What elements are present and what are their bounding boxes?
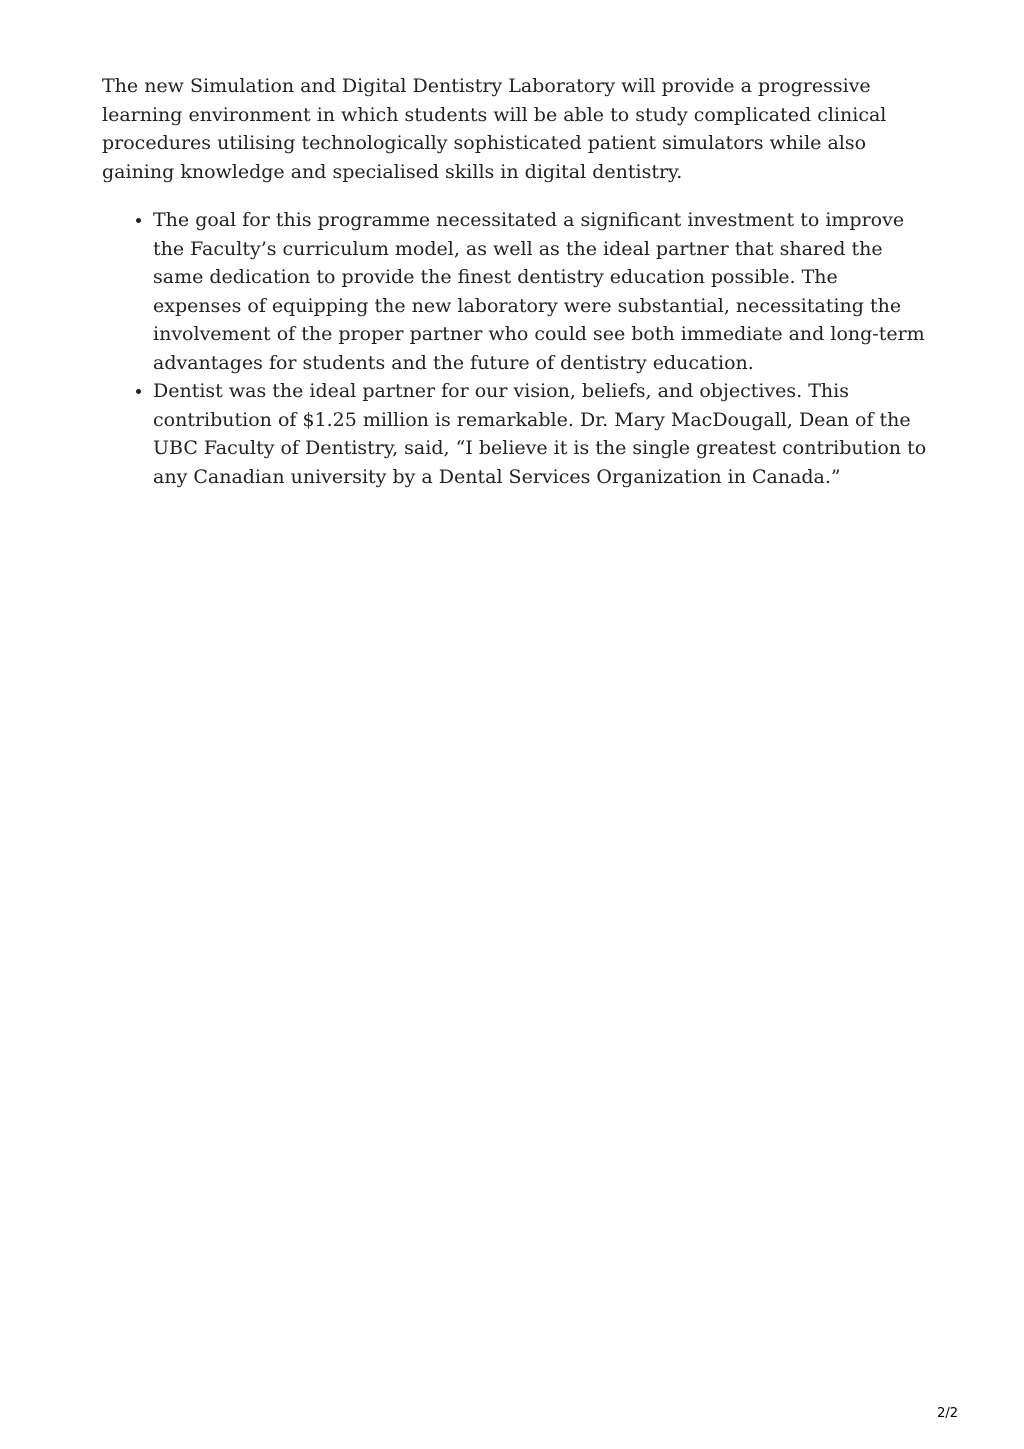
bullet-item-investment: • The goal for this programme necessitated a significant investment to improve the Faculty’s curriculum model, as well as the ideal partner that shared the same dedication to provide the finest dentistry education possible. The expenses of equipping the new laboratory were substantial, necessitating the involvement of the proper partner who could see both immediate and long-term advantages for students and the future of dentistry education. [153,206,928,377]
intro-paragraph: The new Simulation and Digital Dentistry Laboratory will provide a progressive learning environment in which students will be able to study complicated clinical procedures utilising technologically sophisticated patient simulators while also gaining knowledge and specialised skills in digital dentistry. [102,75,887,183]
bullet-item-partner: • Dentist was the ideal partner for our vision, beliefs, and objectives. This contribution of $1.25 million is remarkable. Dr. Mary MacDougall, Dean of the UBC Faculty of Dentistry, said, “I believe it is the single greatest contribution to any Canadian university by a Dental Services Organization in Canada.” [153,377,928,491]
document-body [102,72,928,491]
page-number: 2/2 [937,1406,958,1421]
bullet-list [102,206,928,491]
